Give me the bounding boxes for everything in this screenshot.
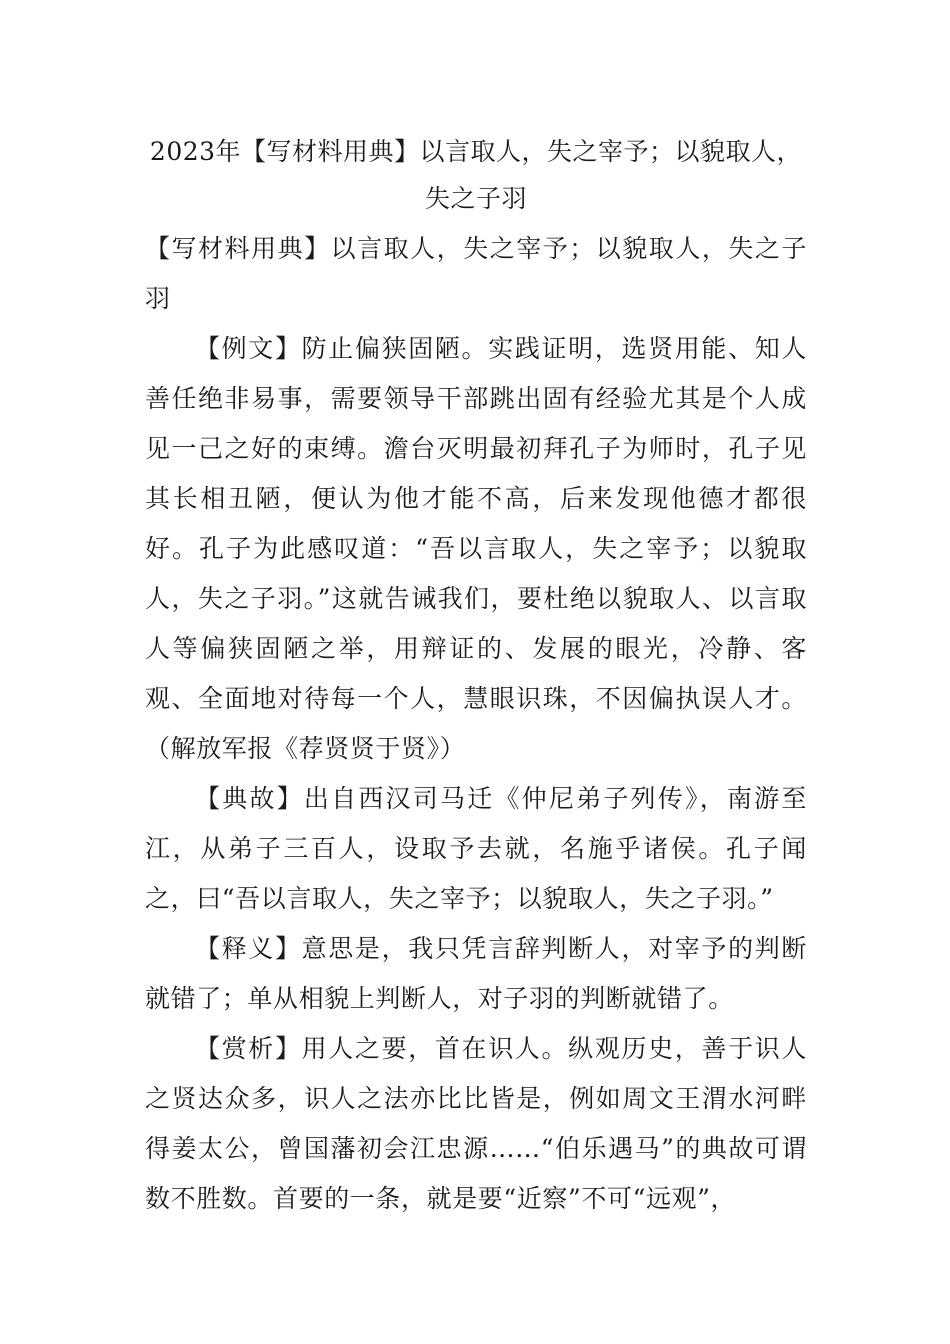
section-heading: 【写材料用典】以言取人，失之宰予；以貌取人，失之子羽 bbox=[145, 234, 807, 313]
title-line-2: 失之子羽 bbox=[424, 184, 527, 213]
paragraph-appreciation: 【赏析】用人之要，首在识人。纵观历史，善于识人之贤达众多，识人之法亦比比皆是，例如周文王渭水河畔得姜太公，曾国藩初会江忠源……“伯乐遇马”的典故可谓数不胜数。首要的一条，就是要“近察”不可“远观”， bbox=[145, 1034, 807, 1213]
paragraph-allusion: 【典故】出自西汉司马迁《仲尼弟子列传》，南游至江，从弟子三百人，设取予去就，名施乎诸侯。孔子闻之，曰“吾以言取人，失之宰予；以貌取人，失之子羽。” bbox=[145, 784, 807, 913]
document-content bbox=[145, 128, 807, 1224]
document-title bbox=[145, 128, 807, 222]
title-line-1: 2023年【写材料用典】以言取人，失之宰予；以貌取人， bbox=[149, 137, 803, 166]
paragraph-meaning: 【释义】意思是，我只凭言辞判断人，对宰予的判断就错了；单从相貌上判断人，对子羽的判断就错了。 bbox=[145, 934, 807, 1013]
paragraph-example: 【例文】防止偏狭固陋。实践证明，选贤用能、知人善任绝非易事，需要领导干部跳出固有经验尤其是个人成见一己之好的束缚。澹台灭明最初拜孔子为师时，孔子见其长相丑陋，便认为他才能不高，后来发现他德才都很好。孔子为此感叹道：“吾以言取人，失之宰予；以貌取人，失之子羽。”这就告诫我们，要杜绝以貌取人、以言取人等偏狭固陋之举，用辩证的、发展的眼光，冷静、客观、全面地对待每一个人，慧眼识珠，不因偏执误人才。（解放军报《荐贤贤于贤》） bbox=[145, 334, 807, 763]
